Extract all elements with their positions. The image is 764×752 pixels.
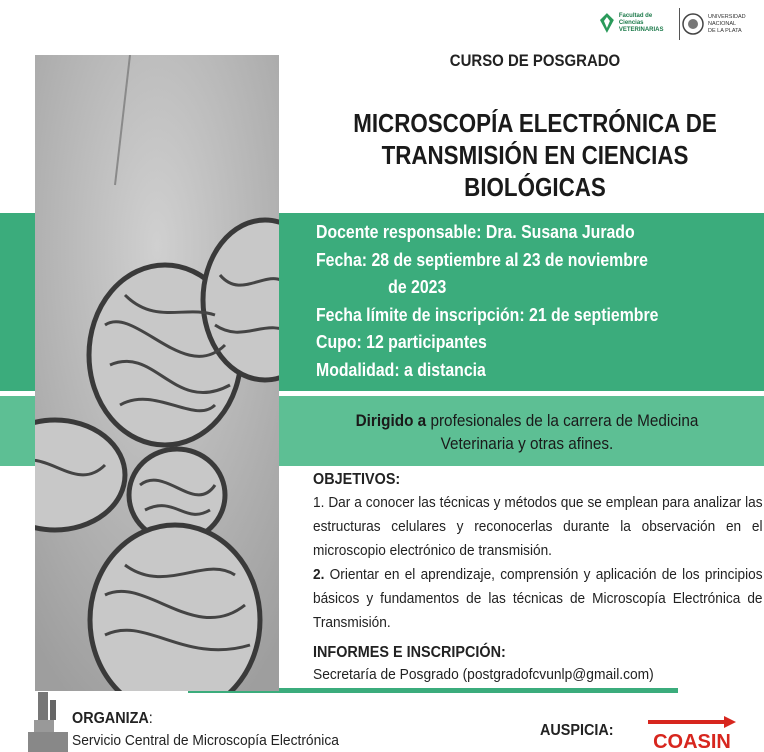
objective-2 <box>313 563 763 635</box>
electron-micrograph-image <box>35 55 279 691</box>
fcv-logo-line1: Facultad de Ciencias <box>618 12 653 26</box>
coasin-logo-text: COASIN <box>653 731 731 752</box>
info-docente: Docente responsable: Dra. Susana Jurado <box>316 222 635 242</box>
objectives-heading: OBJETIVOS: <box>313 471 401 488</box>
unlp-logo-line3: DE LA PLATA <box>708 27 742 34</box>
course-title-line1: MICROSCOPÍA ELECTRÓNICA DE <box>353 108 717 138</box>
info-fecha: Fecha: 28 de septiembre al 23 de noviembre <box>316 249 648 270</box>
unlp-seal-icon <box>682 9 704 39</box>
fcv-logo-line2: VETERINARIAS <box>618 26 664 33</box>
objective-2-number: 2. <box>313 566 325 583</box>
microscope-icon <box>28 690 68 752</box>
course-title <box>333 107 737 203</box>
course-type: CURSO DE POSGRADO <box>449 51 621 70</box>
leaf-emblem-icon <box>598 12 616 34</box>
objectives-text <box>313 491 763 635</box>
unlp-logo-line2: NACIONAL <box>708 20 737 27</box>
info-fecha-cont: de 2023 <box>388 277 447 297</box>
audience-bold: Dirigido a <box>355 411 427 430</box>
audience-line1: profesionales de la carrera de Medicina <box>426 411 699 430</box>
unlp-logo <box>682 6 762 42</box>
course-title-line2: TRANSMISIÓN EN CIENCIAS <box>381 140 689 170</box>
course-title-line3: BIOLÓGICAS <box>464 172 606 202</box>
objective-1: 1. Dar a conocer las técnicas y métodos que se emplean para analizar las estructuras celulares y reconocerlas durante la observación en el microscopio electrónico de transmisión. <box>313 494 763 559</box>
unlp-logo-line1: UNIVERSIDAD <box>708 13 746 20</box>
sponsor-heading: AUSPICIA: <box>540 722 614 739</box>
target-audience <box>290 409 764 455</box>
fcv-logo <box>598 8 678 38</box>
course-info <box>316 219 756 384</box>
organizer-name: Servicio Central de Microscopía Electrónica <box>72 732 339 749</box>
objective-2-text: Orientar en el aprendizaje, comprensión y aplicación de los principios básicos y fundamentos de las técnicas de Microscopía Electrónica de Transmisión. <box>313 566 763 631</box>
organizer-colon: : <box>148 710 153 727</box>
logo-divider <box>679 8 680 40</box>
organizer-label: ORGANIZA <box>72 710 149 727</box>
audience-line2: Veterinaria y otras afines. <box>440 434 614 453</box>
contact-text: Secretaría de Posgrado (postgradofcvunlp@gmail.com) <box>313 666 654 683</box>
info-cupo: Cupo: 12 participantes <box>316 332 487 352</box>
coasin-logo <box>644 714 740 752</box>
info-limite: Fecha límite de inscripción: 21 de septiembre <box>316 304 659 325</box>
organizer-heading <box>72 710 153 728</box>
contact-heading: INFORMES E INSCRIPCIÓN: <box>313 644 506 661</box>
info-modalidad: Modalidad: a distancia <box>316 359 486 380</box>
